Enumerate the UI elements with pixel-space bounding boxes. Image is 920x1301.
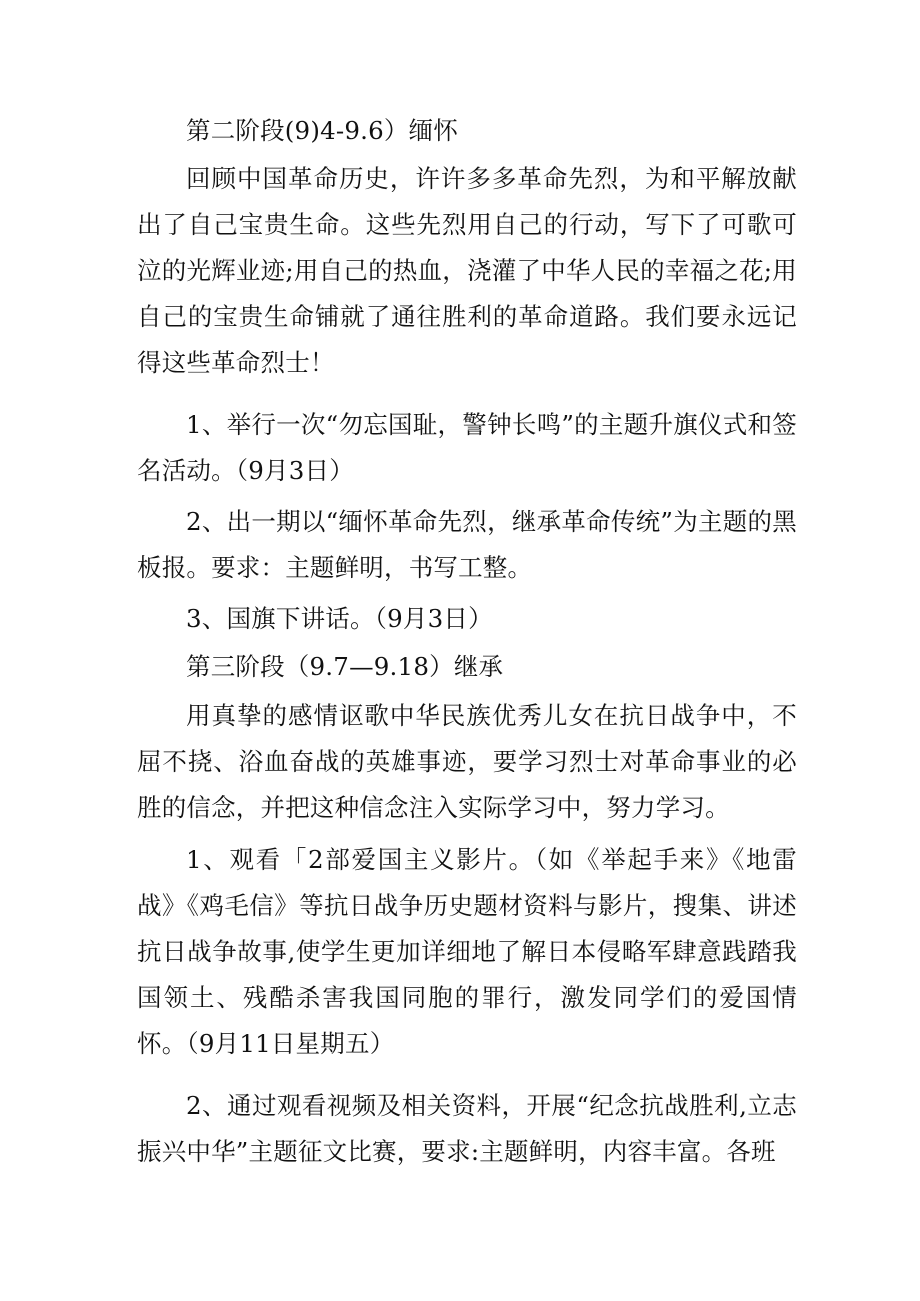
stage-two-heading: 第二阶段(9)4-9.6）缅怀: [186, 116, 459, 145]
stage-three-body: 用真挚的感情讴歌中华民族优秀儿女在抗日战争中，不屈不挠、浴血奋战的英雄事迹，要学习烈士对革命事业的必胜的信念，并把这种信念注入实际学习中，努力学习。: [137, 701, 797, 822]
stage-three-heading: 第三阶段（9.7—9.18）继承: [186, 652, 504, 681]
stage-three-item-1: 1、观看「2部爱国主义影片。（如《举起手来》《地雷战》《鸡毛信》等抗日战争历史题材资料与影片，搜集、讲述抗日战争故事,使学生更加详细地了解日本侵略军肆意践踏我国领土、残酷杀害我国同胞的罪行，激发同学们的爱国情怀。（9月11日星期五）: [137, 845, 797, 1058]
stage-two-item-3: 3、国旗下讲话。（9月3日）: [186, 604, 493, 633]
stage-two-item-2: 2、出一期以“缅怀革命先烈，继承革命传统”为主题的黑板报。要求：主题鲜明，书写工整。: [137, 507, 797, 582]
stage-two-item-1: 1、举行一次“勿忘国耻，警钟长鸣”的主题升旗仪式和签名活动。（9月3日）: [137, 410, 797, 485]
stage-two-body: 回顾中国革命历史，许许多多革命先烈，为和平解放献出了自己宝贵生命。这些先烈用自己的行动，写下了可歌可泣的光辉业迹;用自己的热血，浇灌了中华人民的幸福之花;用自己的宝贵生命铺就了通往胜利的革命道路。我们要永远记得这些革命烈士！: [137, 164, 797, 377]
stage-three-item-2: 2、通过观看视频及相关资料，开展“纪念抗战胜利,立志振兴中华”主题征文比赛，要求:主题鲜明，内容丰富。各班: [137, 1091, 797, 1166]
